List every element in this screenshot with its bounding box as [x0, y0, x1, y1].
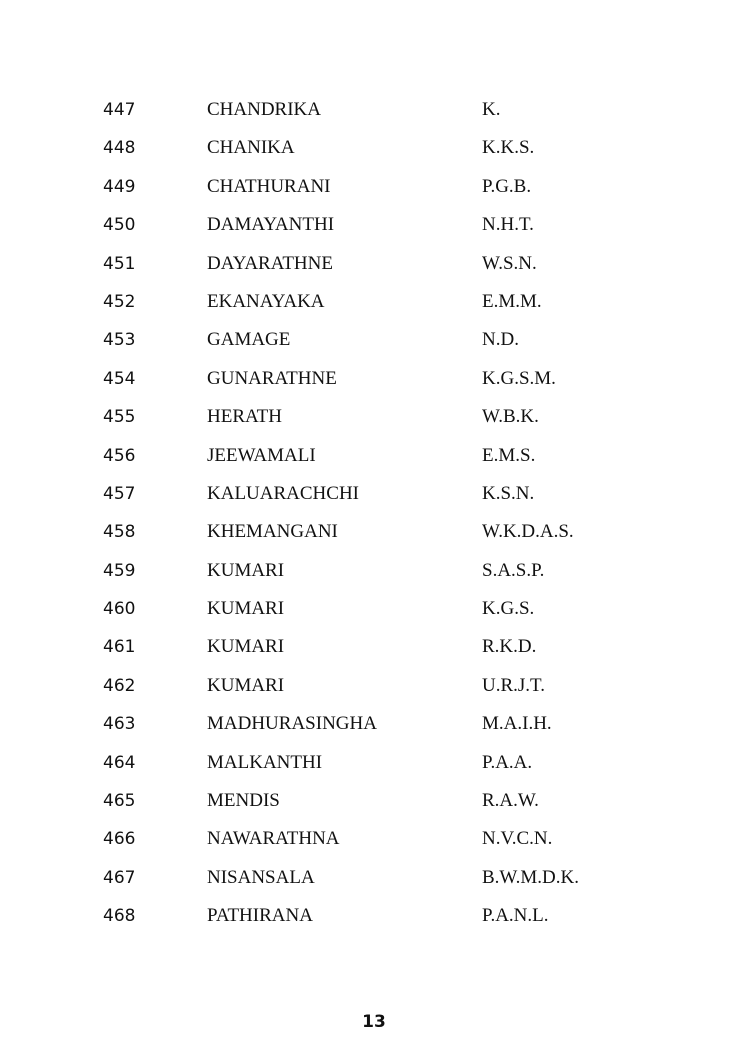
initials: E.M.M. — [482, 290, 542, 312]
initials: B.W.M.D.K. — [482, 866, 579, 888]
surname: NISANSALA — [207, 866, 315, 888]
list-item — [0, 590, 748, 628]
surname: KUMARI — [207, 598, 285, 620]
initials: K.G.S. — [482, 598, 535, 620]
list-item — [0, 744, 748, 782]
entry-number: 454 — [103, 368, 136, 389]
entry-number: 448 — [103, 138, 136, 159]
initials: N.D. — [482, 329, 519, 351]
list-item — [0, 628, 748, 666]
list-item — [0, 91, 748, 129]
entry-number: 466 — [103, 829, 136, 850]
initials: S.A.S.P. — [482, 559, 545, 581]
surname: MADHURASINGHA — [207, 713, 377, 735]
list-item — [0, 360, 748, 398]
surname: KUMARI — [207, 559, 285, 581]
surname: HERATH — [207, 406, 282, 428]
initials: N.H.T. — [482, 214, 534, 236]
list-item — [0, 245, 748, 283]
entry-number: 453 — [103, 330, 136, 351]
initials: K. — [482, 99, 501, 120]
surname: PATHIRANA — [207, 905, 313, 927]
list-item — [0, 206, 748, 244]
entry-number: 451 — [103, 253, 136, 274]
entry-number: 460 — [103, 599, 136, 620]
entry-number: 467 — [103, 867, 136, 888]
entry-number: 462 — [103, 675, 136, 696]
list-item — [0, 820, 748, 858]
list-item — [0, 667, 748, 705]
surname: KUMARI — [207, 636, 285, 658]
initials: W.B.K. — [482, 406, 539, 428]
surname: NAWARATHNA — [207, 828, 340, 850]
list-item — [0, 552, 748, 590]
initials: R.K.D. — [482, 636, 537, 658]
list-item — [0, 782, 748, 820]
entry-number: 457 — [103, 483, 136, 504]
entry-number: 461 — [103, 637, 136, 658]
entry-number: 456 — [103, 445, 136, 466]
name-list — [0, 91, 748, 936]
list-item — [0, 321, 748, 359]
initials: K.S.N. — [482, 482, 535, 504]
list-item — [0, 168, 748, 206]
initials: P.G.B. — [482, 175, 532, 197]
surname: CHATHURANI — [207, 175, 331, 197]
surname: CHANIKA — [207, 137, 295, 159]
page-number: 13 — [362, 1012, 386, 1032]
initials: W.S.N. — [482, 252, 537, 274]
initials: R.A.W. — [482, 790, 539, 812]
surname: DAYARATHNE — [207, 252, 333, 274]
surname: GUNARATHNE — [207, 367, 337, 389]
surname: MENDIS — [207, 790, 280, 812]
initials: E.M.S. — [482, 444, 536, 466]
entry-number: 463 — [103, 714, 136, 735]
list-item — [0, 398, 748, 436]
entry-number: 464 — [103, 752, 136, 773]
initials: K.G.S.M. — [482, 367, 556, 389]
list-item — [0, 475, 748, 513]
list-item — [0, 897, 748, 935]
initials: U.R.J.T. — [482, 674, 545, 696]
list-item — [0, 705, 748, 743]
surname: DAMAYANTHI — [207, 214, 335, 236]
list-item — [0, 859, 748, 897]
entry-number: 450 — [103, 215, 136, 236]
surname: JEEWAMALI — [207, 444, 316, 466]
surname: MALKANTHI — [207, 751, 323, 773]
surname: KALUARACHCHI — [207, 482, 359, 504]
surname: CHANDRIKA — [207, 99, 321, 120]
entry-number: 458 — [103, 522, 136, 543]
surname: GAMAGE — [207, 329, 291, 351]
entry-number: 449 — [103, 176, 136, 197]
list-item — [0, 513, 748, 551]
entry-number: 459 — [103, 560, 136, 581]
surname: KHEMANGANI — [207, 521, 338, 543]
surname: EKANAYAKA — [207, 290, 325, 312]
entry-number: 455 — [103, 407, 136, 428]
list-item — [0, 283, 748, 321]
initials: M.A.I.H. — [482, 713, 552, 735]
entry-number: 452 — [103, 291, 136, 312]
initials: K.K.S. — [482, 137, 535, 159]
list-item — [0, 437, 748, 475]
surname: KUMARI — [207, 674, 285, 696]
entry-number: 447 — [103, 100, 136, 120]
initials: W.K.D.A.S. — [482, 521, 574, 543]
initials: P.A.A. — [482, 751, 533, 773]
initials: P.A.N.L. — [482, 905, 549, 927]
list-item — [0, 129, 748, 167]
entry-number: 465 — [103, 791, 136, 812]
initials: N.V.C.N. — [482, 828, 553, 850]
entry-number: 468 — [103, 906, 136, 927]
